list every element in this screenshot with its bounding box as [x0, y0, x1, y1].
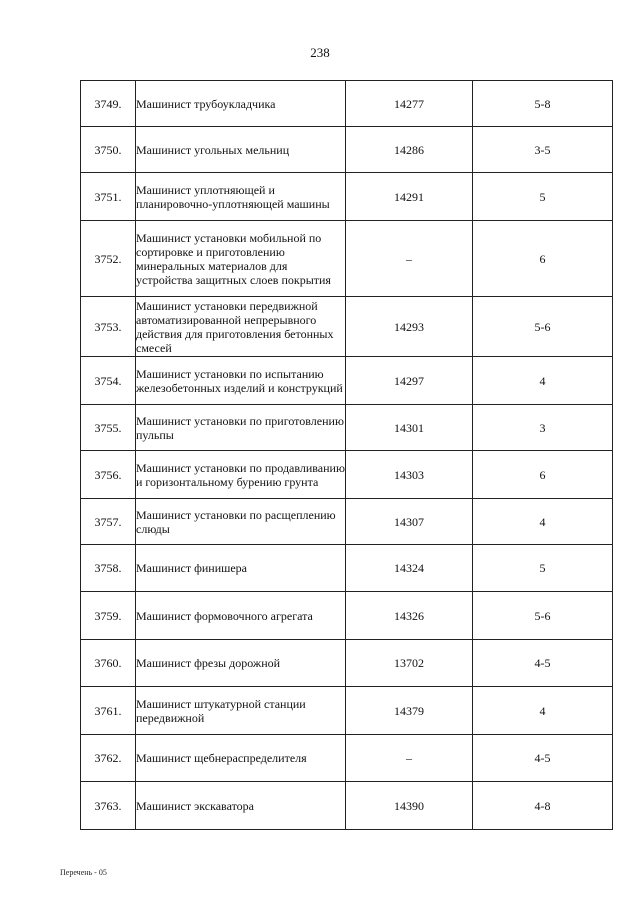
grade-range: 5 [473, 173, 613, 221]
row-number: 3751. [81, 173, 136, 221]
table-row [81, 221, 613, 297]
profession-code: 14297 [346, 357, 473, 405]
table-row [81, 81, 613, 127]
row-number: 3755. [81, 405, 136, 451]
profession-name: Машинист формовочного агрегата [136, 592, 346, 640]
grade-range: 4-8 [473, 782, 613, 830]
row-number: 3753. [81, 297, 136, 357]
row-number: 3761. [81, 687, 136, 735]
row-number: 3762. [81, 735, 136, 782]
grade-range: 6 [473, 221, 613, 297]
profession-code: 14291 [346, 173, 473, 221]
table-row [81, 297, 613, 357]
document-footer: Перечень - 05 [60, 868, 107, 877]
table-row [81, 451, 613, 499]
page-number: 238 [310, 45, 330, 60]
table-row [81, 592, 613, 640]
profession-name: Машинист установки по продавливанию и горизонтальному бурению грунта [136, 451, 346, 499]
profession-name: Машинист установки передвижной автоматизированной непрерывного действия для приготовления бетонных смесей [136, 297, 346, 357]
row-number: 3757. [81, 499, 136, 545]
profession-name: Машинист штукатурной станции передвижной [136, 687, 346, 735]
profession-name: Машинист трубоукладчика [136, 81, 346, 127]
grade-range: 4 [473, 687, 613, 735]
profession-name: Машинист щебнераспределителя [136, 735, 346, 782]
profession-code: – [346, 221, 473, 297]
profession-code: – [346, 735, 473, 782]
grade-range: 4-5 [473, 735, 613, 782]
table-row [81, 173, 613, 221]
row-number: 3754. [81, 357, 136, 405]
profession-code: 14286 [346, 127, 473, 173]
table-row [81, 127, 613, 173]
profession-code: 14307 [346, 499, 473, 545]
table-row [81, 782, 613, 830]
grade-range: 4 [473, 499, 613, 545]
profession-name: Машинист установки мобильной по сортировке и приготовлению минеральных материалов для устройства защитных слоев покрытия [136, 221, 346, 297]
row-number: 3749. [81, 81, 136, 127]
profession-code: 14379 [346, 687, 473, 735]
profession-name: Машинист уплотняющей и планировочно-уплотняющей машины [136, 173, 346, 221]
profession-code: 14301 [346, 405, 473, 451]
table-row [81, 640, 613, 687]
table-row [81, 687, 613, 735]
table-row [81, 735, 613, 782]
grade-range: 3 [473, 405, 613, 451]
profession-name: Машинист установки по приготовлению пульпы [136, 405, 346, 451]
row-number: 3750. [81, 127, 136, 173]
profession-name: Машинист экскаватора [136, 782, 346, 830]
row-number: 3763. [81, 782, 136, 830]
profession-name: Машинист установки по расщеплению слюды [136, 499, 346, 545]
grade-range: 5-8 [473, 81, 613, 127]
profession-name: Машинист финишера [136, 545, 346, 592]
grade-range: 5-6 [473, 297, 613, 357]
table-row [81, 405, 613, 451]
row-number: 3758. [81, 545, 136, 592]
row-number: 3756. [81, 451, 136, 499]
profession-code: 14324 [346, 545, 473, 592]
row-number: 3760. [81, 640, 136, 687]
profession-code: 14390 [346, 782, 473, 830]
profession-code: 14326 [346, 592, 473, 640]
profession-name: Машинист угольных мельниц [136, 127, 346, 173]
profession-code: 14293 [346, 297, 473, 357]
profession-name: Машинист фрезы дорожной [136, 640, 346, 687]
grade-range: 5 [473, 545, 613, 592]
grade-range: 4-5 [473, 640, 613, 687]
grade-range: 5-6 [473, 592, 613, 640]
profession-name: Машинист установки по испытанию железобетонных изделий и конструкций [136, 357, 346, 405]
table-row [81, 545, 613, 592]
profession-code: 13702 [346, 640, 473, 687]
profession-code: 14277 [346, 81, 473, 127]
grade-range: 6 [473, 451, 613, 499]
row-number: 3759. [81, 592, 136, 640]
table-row [81, 499, 613, 545]
grade-range: 4 [473, 357, 613, 405]
row-number: 3752. [81, 221, 136, 297]
grade-range: 3-5 [473, 127, 613, 173]
table-row [81, 357, 613, 405]
profession-table [80, 80, 613, 830]
profession-code: 14303 [346, 451, 473, 499]
